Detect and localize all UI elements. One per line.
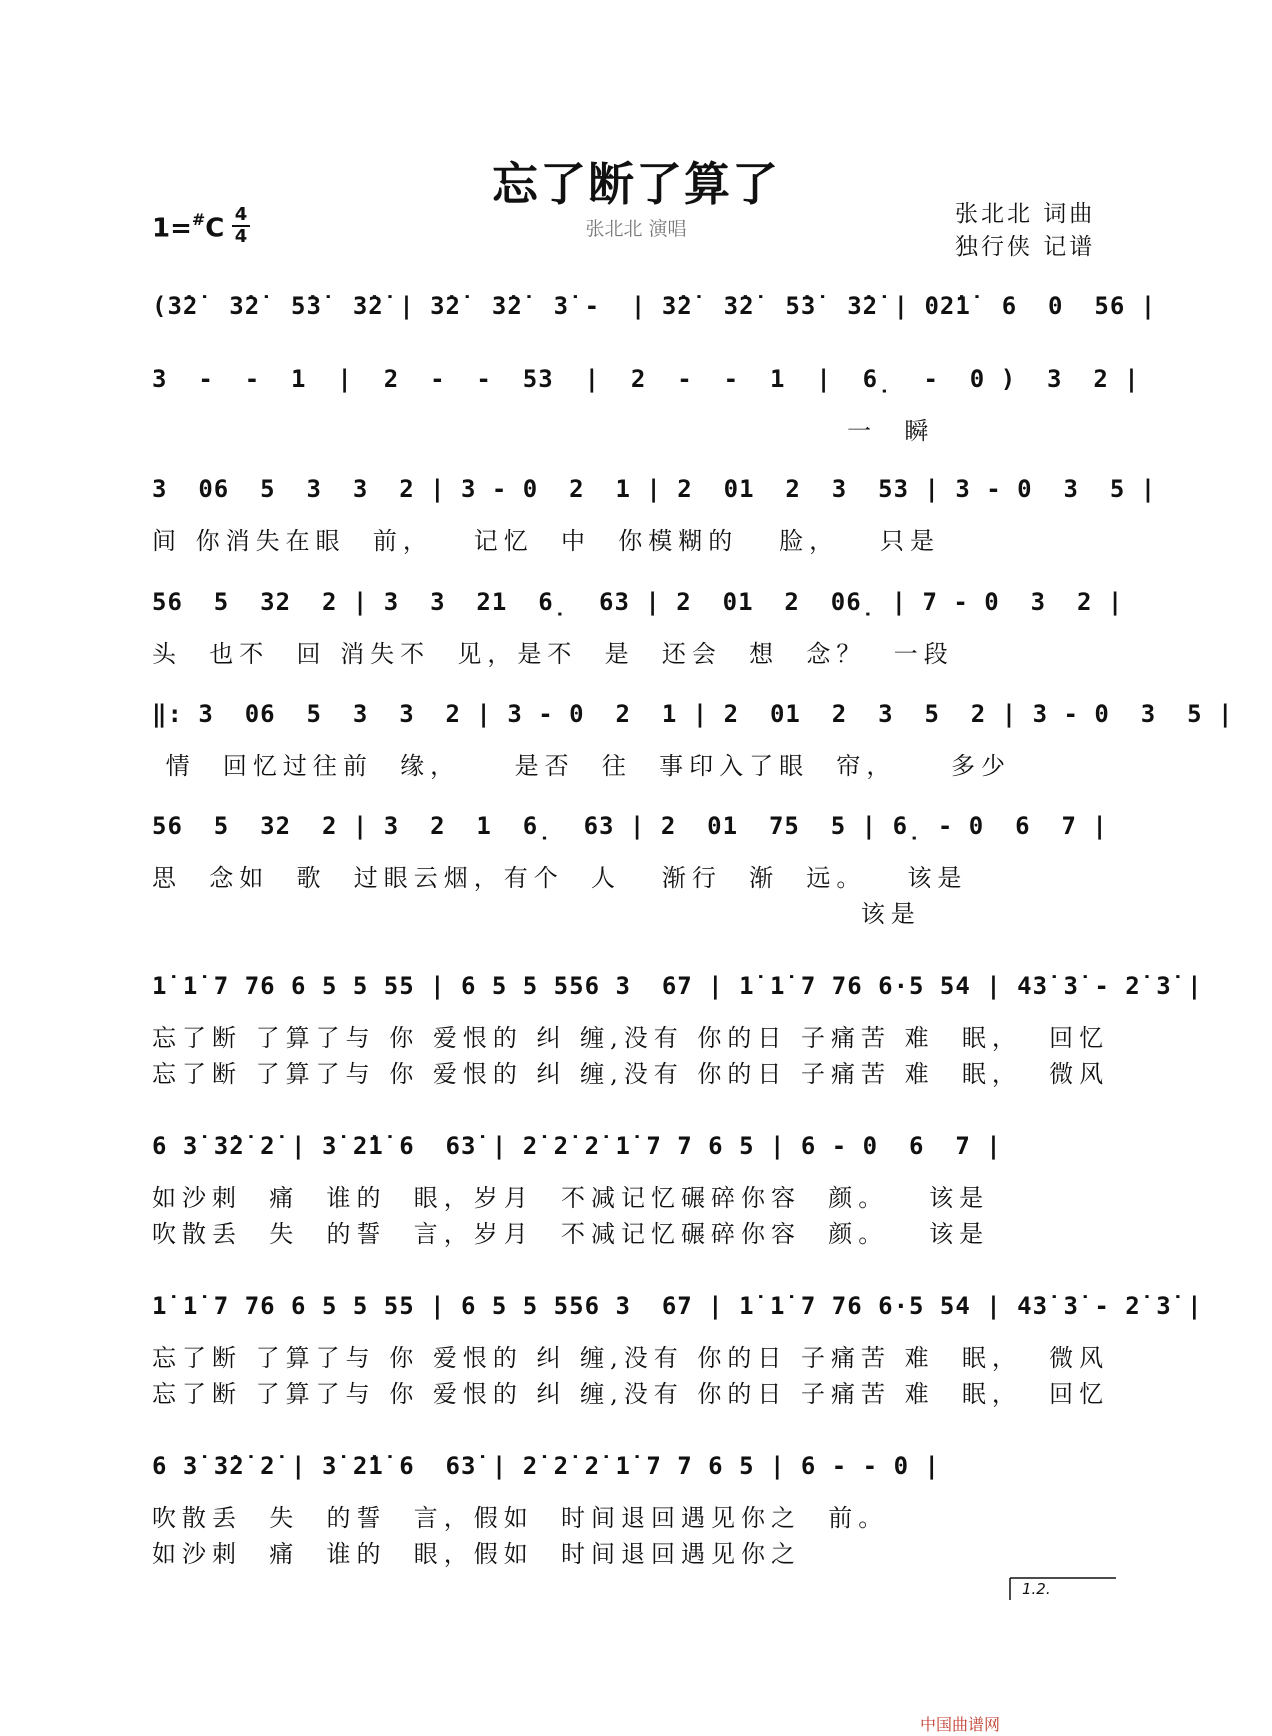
notation-row: 56 5 32 2 | 3 3 21 6̣ 63 | 2 01 2 06̣ | 7 - 0 3 2 | bbox=[152, 588, 1124, 616]
notation-row: 56 5 32 2 | 3 2 1 6̣ 63 | 2 01 75 5 | 6̣ - 0 6 7 | bbox=[152, 812, 1108, 840]
lyric-line: 忘了断 了算了与 你 爱恨的 纠 缠,没有 你的日 子痛苦 难 眠， 回忆 bbox=[152, 1380, 1110, 1408]
key-name: C bbox=[205, 213, 225, 244]
lyric-line: 如沙刺 痛 谁的 眼，假如 时间退回遇见你之 bbox=[152, 1540, 802, 1568]
watermark-logo: 中国曲谱网 bbox=[920, 1715, 1001, 1734]
transcriber-credit: 独行侠 记谱 bbox=[955, 234, 1096, 260]
lyric-line: 思 念如 歌 过眼云烟，有个 人 渐行 渐 远。 该是 bbox=[152, 864, 968, 892]
notation-row: 6 3̇ 3̇2̇ 2̇ | 3̇ 2̇1̇ 6 63̇ | 2̇ 2̇ 2̇ 1̇ 7 7 6 5 | 6 - - 0 | bbox=[152, 1452, 940, 1480]
lyric-line: 忘了断 了算了与 你 爱恨的 纠 缠,没有 你的日 子痛苦 难 眠， 微风 bbox=[152, 1060, 1110, 1088]
notation-row: ‖: 3 06 5 3 3 2 | 3 - 0 2 1 | 2 01 2 3 5 2 | 3 - 0 3 5 | bbox=[152, 700, 1234, 728]
notation-row: (3̇2̇ 3̇2̇ 5̇3̇ 3̇2̇ | 3̇2̇ 3̇2̇ 3̇ - | 3̇2̇ 3̇2̇ 5̇3̇ 3̇2̇ | 02̇1̇ 6 0 56 | bbox=[152, 292, 1157, 320]
key-prefix: 1= bbox=[152, 213, 192, 244]
lyric-line: 间 你消失在眼 前， 记忆 中 你模糊的 脸， 只是 bbox=[152, 527, 941, 555]
key-signature bbox=[152, 212, 224, 244]
lyric-line: 忘了断 了算了与 你 爱恨的 纠 缠,没有 你的日 子痛苦 难 眠， 微风 bbox=[152, 1344, 1110, 1372]
time-signature bbox=[230, 206, 252, 246]
notation-row: 1̇ 1̇ 7 76 6 5 5 55 | 6 5 5 556 3 67 | 1̇ 1̇ 7 76 6·5 54 | 43̇ 3̇ - 2̇ 3̇ | bbox=[152, 1292, 1203, 1320]
lyric-line: 头 也不 回 消失不 见，是不 是 还会 想 念？ 一段 bbox=[152, 640, 954, 668]
sharp-sign: # bbox=[191, 210, 206, 229]
lyric-line: 忘了断 了算了与 你 爱恨的 纠 缠,没有 你的日 子痛苦 难 眠， 回忆 bbox=[152, 1024, 1110, 1052]
lyric-line: 情 回忆过往前 缘， 是否 往 事印入了眼 帘， 多少 bbox=[152, 752, 1011, 780]
time-sig-bottom: 4 bbox=[234, 226, 248, 247]
lyrics-music-credit: 张北北 词曲 bbox=[955, 201, 1096, 227]
notation-row: 1̇ 1̇ 7 76 6 5 5 55 | 6 5 5 556 3 67 | 1̇ 1̇ 7 76 6·5 54 | 43̇ 3̇ - 2̇ 3̇ | bbox=[152, 972, 1203, 1000]
volta-label: 1.2. bbox=[1022, 1580, 1051, 1598]
page-title: 忘了断了算了 bbox=[492, 157, 780, 211]
notation-row: 3 06 5 3 3 2 | 3 - 0 2 1 | 2 01 2 3 53 | 3 - 0 3 5 | bbox=[152, 475, 1157, 503]
lyric-line: 吹散丢 失 的誓 言，岁月 不减记忆碾碎你容 颜。 该是 bbox=[152, 1220, 990, 1248]
lyric-line: 一 瞬 bbox=[152, 417, 935, 445]
lyric-line: 如沙刺 痛 谁的 眼，岁月 不减记忆碾碎你容 颜。 该是 bbox=[152, 1184, 990, 1212]
time-sig-top: 4 bbox=[234, 204, 248, 225]
lyric-line: 吹散丢 失 的誓 言，假如 时间退回遇见你之 前。 bbox=[152, 1504, 889, 1532]
notation-row: 6 3̇ 3̇2̇ 2̇ | 3̇ 2̇1̇ 6 63̇ | 2̇ 2̇ 2̇ 1̇ 7 7 6 5 | 6 - 0 6 7 | bbox=[152, 1132, 1002, 1160]
singer-credit: 张北北 演唱 bbox=[585, 218, 687, 240]
lyric-line: 该是 bbox=[152, 900, 921, 928]
notation-row: 3 - - 1 | 2 - - 53 | 2 - - 1 | 6̣ - 0 ) 3 2 | bbox=[152, 365, 1140, 393]
